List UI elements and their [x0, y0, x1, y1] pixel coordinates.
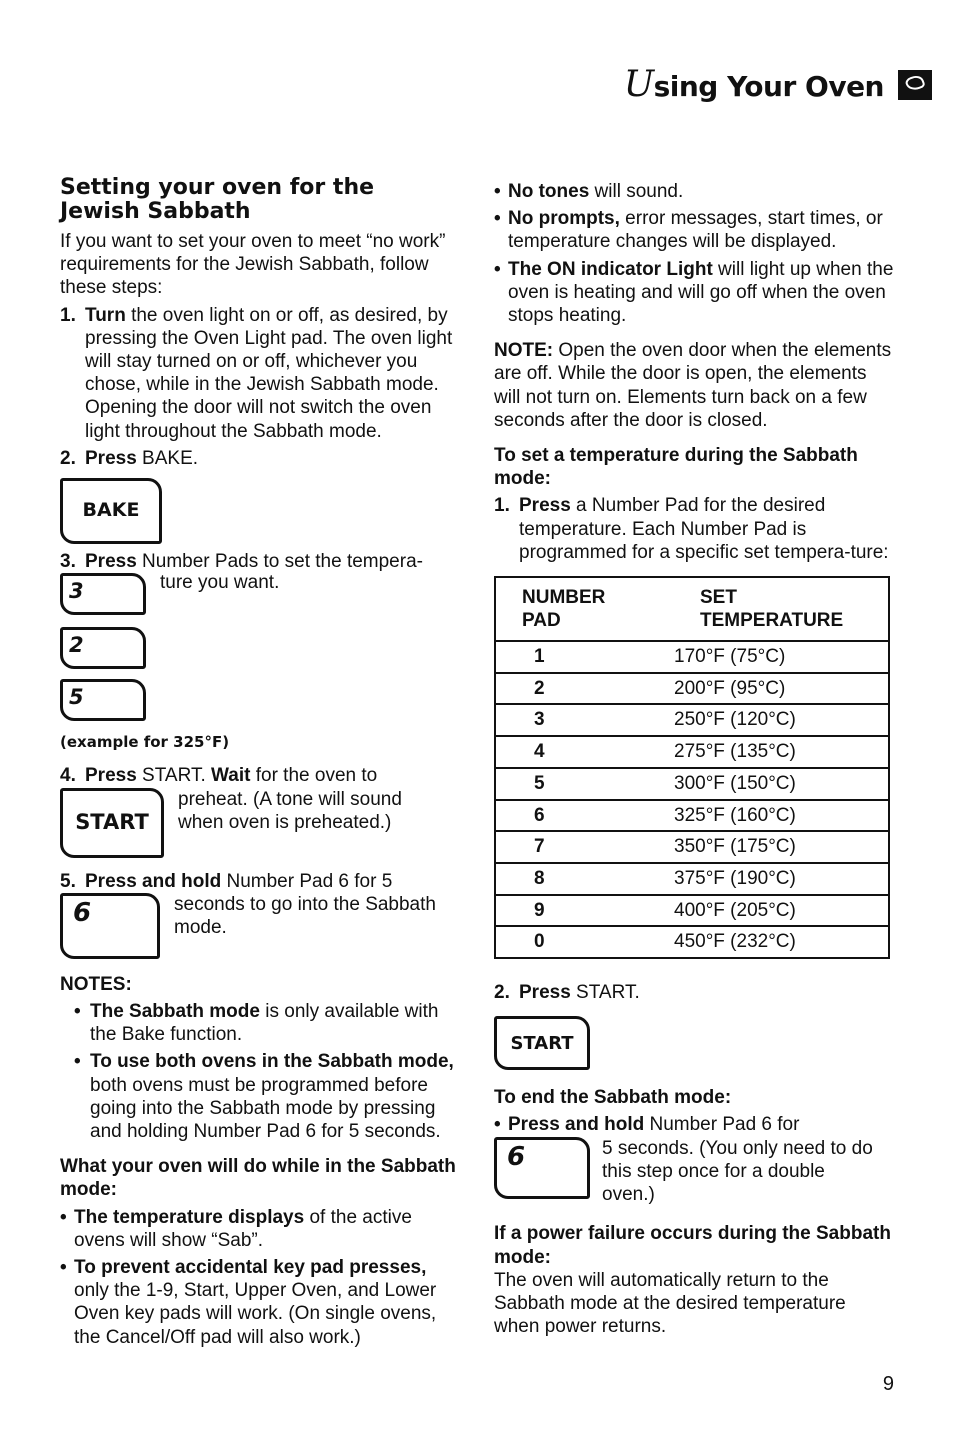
- column-header-number-pad: [495, 577, 674, 641]
- while-2: [60, 1256, 460, 1349]
- power-text: The oven will automatically return to the Sabbath mode at the desired temperature when power returns.: [494, 1269, 846, 1338]
- bullet-bold: Press and hold: [508, 1114, 645, 1136]
- set-temperature-cell: 375°F (190°C): [674, 863, 889, 895]
- note-1: [60, 1000, 460, 1046]
- power-heading: If a power failure occurs during the Sabbath mode:: [494, 1223, 891, 1268]
- step-verb: Press: [85, 447, 137, 469]
- note-text: is only available with the Bake function.: [90, 1001, 439, 1046]
- step-text: a Number Pad for the desired temperature. Each Number Pad is programmed for a specific set tempera-ture:: [519, 495, 889, 563]
- number-pad-cell: 4: [495, 736, 674, 768]
- bullet-text: Number Pad 6 for: [644, 1114, 800, 1136]
- table-body: [495, 641, 889, 958]
- number-pad-cell: 9: [495, 895, 674, 927]
- bake-pad: BAKE: [60, 478, 162, 544]
- table-row: [495, 831, 889, 863]
- set-temperature-cell: 400°F (205°C): [674, 895, 889, 927]
- page-number: 9: [882, 1373, 894, 1395]
- step-5-pad-row: [60, 893, 460, 959]
- step-4: [60, 764, 460, 787]
- step-text: START.: [570, 982, 640, 1004]
- end-pad-row: [494, 1137, 894, 1207]
- step-side-text: seconds to go into the Sabbath mode.: [174, 893, 436, 939]
- number-pad-cell: 1: [495, 641, 674, 673]
- set-step-2: [494, 981, 894, 1004]
- temperature-table: [494, 576, 890, 959]
- table-row: [495, 800, 889, 832]
- notes-heading: NOTES:: [60, 973, 132, 995]
- table-row: [495, 768, 889, 800]
- while-heading: What your oven will do while in the Sabbath mode:: [60, 1156, 456, 1201]
- start-pad-right: START: [494, 1016, 590, 1070]
- bullet-text: error messages, start times, or temperature changes will be displayed.: [508, 208, 883, 253]
- set-temperature-cell: 275°F (135°C): [674, 736, 889, 768]
- step-verb: Press: [519, 495, 571, 517]
- step-4-pad-row: [60, 788, 460, 858]
- table-row: [495, 926, 889, 958]
- intro-text: If you want to set your oven to meet “no work” requirements for the Jewish Sabbath, follow these steps:: [60, 231, 446, 299]
- column-header-set-temperature: [674, 577, 889, 641]
- header-line-1: SET: [700, 587, 737, 609]
- note-label: NOTE:: [494, 340, 554, 362]
- number-pad-cell: 6: [495, 800, 674, 832]
- step-verb: Turn: [85, 304, 126, 326]
- bullet-bold: No tones: [508, 181, 590, 202]
- left-column: [60, 176, 460, 1349]
- step-verb: Press and hold: [85, 870, 222, 892]
- number-pad-cell: 3: [495, 704, 674, 736]
- right-column: [494, 180, 894, 1338]
- example-caption: (example for 325°F): [60, 733, 230, 752]
- step-text-2: for the oven to: [250, 765, 378, 787]
- number-pad-6: 6: [60, 893, 160, 959]
- table-row: [495, 736, 889, 768]
- step-verb: Press: [85, 765, 137, 787]
- step-text: BAKE.: [136, 447, 199, 469]
- step-text: Number Pads to set the tempera-: [136, 551, 423, 573]
- right-bullet-2: [494, 207, 894, 253]
- header-line-1: NUMBER: [522, 587, 606, 609]
- number-pad-cell: 5: [495, 768, 674, 800]
- set-temperature-cell: 450°F (232°C): [674, 926, 889, 958]
- number-pad-6-right: 6: [494, 1137, 590, 1199]
- step-number: 2.: [494, 982, 510, 1004]
- bullet-text: only the 1-9, Start, Upper Oven, and Lower Oven key pads will work. (On single ovens, the Cancel/Off pad will also work.): [74, 1280, 437, 1348]
- step-verb: Press: [519, 982, 571, 1004]
- title-rest: sing Your Oven: [653, 70, 884, 103]
- right-bullet-1: [494, 180, 894, 203]
- step-text: the oven light on or off, as desired, by pressing the Oven Light pad. The oven light will stay turned on or off, whichever you chose, while in the Jewish Sabbath mode. Opening the door will not switch the oven light throughout the Sabbath mode.: [85, 304, 453, 442]
- start-pad: START: [60, 788, 164, 858]
- table-row: [495, 895, 889, 927]
- set-temperature-cell: 300°F (150°C): [674, 768, 889, 800]
- end-bullet: [494, 1113, 894, 1136]
- page-header: [624, 64, 932, 105]
- bullet-text: will sound.: [589, 181, 684, 202]
- number-pad-cell: 8: [495, 863, 674, 895]
- step-3-pad-row: [60, 573, 460, 615]
- step-text: START.: [136, 765, 212, 787]
- step-3: [60, 550, 460, 573]
- page-title: [624, 64, 884, 105]
- oven-logo-icon: [898, 70, 932, 100]
- note-text: Open the oven door when the elements are off. While the door is open, the elements will not turn on. Elements turn back on a few seconds after the door is closed.: [494, 340, 892, 431]
- title-initial: U: [623, 64, 654, 105]
- step-5: [60, 870, 460, 893]
- table-row: [495, 641, 889, 673]
- note-paragraph: [494, 339, 894, 432]
- step-text-continued: ture you want.: [160, 572, 280, 594]
- step-number: 1.: [60, 304, 76, 326]
- note-bold: The Sabbath mode: [90, 1001, 260, 1023]
- end-heading: To end the Sabbath mode:: [494, 1087, 732, 1109]
- set-temperature-cell: 250°F (120°C): [674, 704, 889, 736]
- bullet-bold: To prevent accidental key pad presses,: [74, 1257, 427, 1279]
- table-row: [495, 704, 889, 736]
- bullet-bold: No prompts,: [508, 208, 620, 230]
- note-bold: To use both ovens in the Sabbath mode,: [90, 1051, 454, 1073]
- step-1: [60, 304, 460, 443]
- bullet-bold: The temperature displays: [74, 1206, 305, 1228]
- header-line-2: PAD: [522, 610, 561, 632]
- section-title: Setting your oven for the Jewish Sabbath: [60, 175, 375, 224]
- number-pad-2: 2: [60, 627, 146, 669]
- set-temperature-cell: 170°F (75°C): [674, 641, 889, 673]
- step-number: 3.: [60, 551, 76, 573]
- number-pad-3: 3: [60, 573, 146, 615]
- bullet-text: of the active ovens will show “Sab”.: [74, 1206, 412, 1251]
- number-pad-cell: 0: [495, 926, 674, 958]
- number-pad-cell: 2: [495, 673, 674, 705]
- header-line-2: TEMPERATURE: [700, 610, 844, 632]
- step-text: Number Pad 6 for 5: [221, 870, 393, 892]
- step-number: 5.: [60, 870, 76, 892]
- step-number: 2.: [60, 447, 76, 469]
- step-verb-2: Wait: [211, 765, 251, 787]
- note-text: both ovens must be programmed before going into the Sabbath mode by pressing and holding Number Pad 6 for 5 seconds.: [90, 1074, 441, 1143]
- right-bullet-3: [494, 258, 894, 328]
- step-number: 1.: [494, 495, 510, 517]
- while-1: [60, 1206, 460, 1252]
- set-temp-heading: To set a temperature during the Sabbath mode:: [494, 445, 858, 490]
- bullet-side-text: 5 seconds. (You only need to do this step once for a double oven.): [602, 1137, 873, 1206]
- number-pad-cell: 7: [495, 831, 674, 863]
- bullet-text: will light up when the oven is heating and will go off when the oven stops heating.: [508, 258, 894, 327]
- step-verb: Press: [85, 551, 137, 573]
- table-header-row: [495, 577, 889, 641]
- set-temperature-cell: 325°F (160°C): [674, 800, 889, 832]
- step-number: 4.: [60, 765, 76, 787]
- set-temperature-cell: 350°F (175°C): [674, 831, 889, 863]
- set-temperature-cell: 200°F (95°C): [674, 673, 889, 705]
- note-2: [60, 1050, 460, 1143]
- table-row: [495, 673, 889, 705]
- step-2: [60, 447, 460, 470]
- number-pad-5: 5: [60, 679, 146, 721]
- table-row: [495, 863, 889, 895]
- set-step-1: [494, 494, 894, 564]
- bullet-bold: The ON indicator Light: [508, 258, 713, 280]
- step-side-text: preheat. (A tone will sound when oven is preheated.): [178, 788, 402, 833]
